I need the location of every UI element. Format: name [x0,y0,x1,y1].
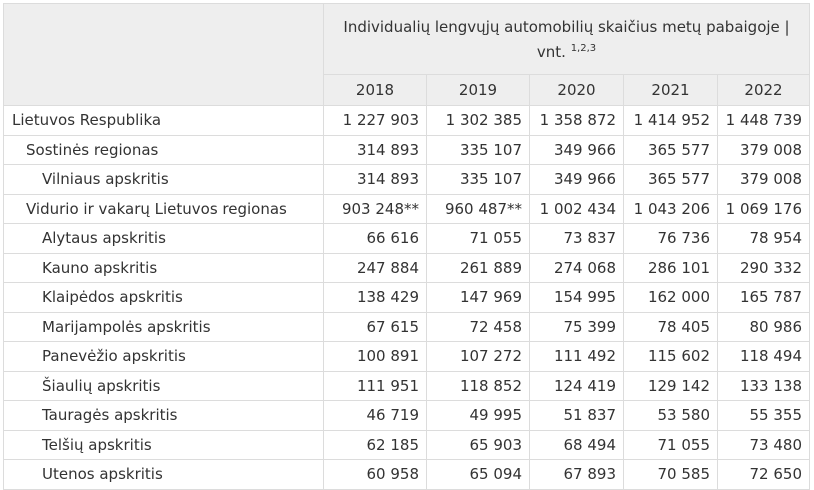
value-cell: 335 107 [427,165,530,195]
row-label: Sostinės regionas [4,135,324,165]
footnote-references[interactable]: 1,2,3 [570,42,597,54]
value-cell: 129 142 [624,371,718,401]
row-label: Kauno apskritis [4,253,324,283]
value-cell: 379 008 [718,165,810,195]
table-row [4,342,810,372]
table-row [4,194,810,224]
value-cell: 124 419 [530,371,624,401]
value-cell: 261 889 [427,253,530,283]
value-cell: 51 837 [530,401,624,431]
value-cell: 67 615 [324,312,427,342]
value-cell: 72 458 [427,312,530,342]
table-row [4,106,810,136]
row-label: Šiaulių apskritis [4,371,324,401]
value-cell: 78 405 [624,312,718,342]
value-cell: 66 616 [324,224,427,254]
value-cell: 76 736 [624,224,718,254]
value-cell: 75 399 [530,312,624,342]
value-cell: 154 995 [530,283,624,313]
row-label: Panevėžio apskritis [4,342,324,372]
year-header-2020: 2020 [530,75,624,106]
value-cell: 960 487** [427,194,530,224]
value-cell: 1 414 952 [624,106,718,136]
table-header [4,4,810,106]
value-cell: 274 068 [530,253,624,283]
value-cell: 80 986 [718,312,810,342]
value-cell: 1 002 434 [530,194,624,224]
table-row [4,165,810,195]
value-cell: 46 719 [324,401,427,431]
value-cell: 1 043 206 [624,194,718,224]
value-cell: 115 602 [624,342,718,372]
table-body [4,106,810,490]
value-cell: 71 055 [624,430,718,460]
statistics-table [3,3,810,490]
year-header-2019: 2019 [427,75,530,106]
row-label: Vidurio ir vakarų Lietuvos regionas [4,194,324,224]
table-row [4,312,810,342]
value-cell: 314 893 [324,165,427,195]
value-cell: 290 332 [718,253,810,283]
row-label: Lietuvos Respublika [4,106,324,136]
header-title-row [4,4,810,75]
value-cell: 53 580 [624,401,718,431]
value-cell: 111 492 [530,342,624,372]
row-label: Telšių apskritis [4,430,324,460]
value-cell: 65 903 [427,430,530,460]
value-cell: 349 966 [530,135,624,165]
indicator-title-header [324,4,810,75]
value-cell: 1 227 903 [324,106,427,136]
row-label: Marijampolės apskritis [4,312,324,342]
value-cell: 335 107 [427,135,530,165]
value-cell: 903 248** [324,194,427,224]
value-cell: 133 138 [718,371,810,401]
value-cell: 72 650 [718,460,810,490]
value-cell: 70 585 [624,460,718,490]
value-cell: 1 302 385 [427,106,530,136]
row-label: Tauragės apskritis [4,401,324,431]
value-cell: 68 494 [530,430,624,460]
value-cell: 138 429 [324,283,427,313]
value-cell: 100 891 [324,342,427,372]
indicator-title: Individualių lengvųjų automobilių skaičius metų pabaigoje | vnt. [343,17,790,61]
value-cell: 60 958 [324,460,427,490]
row-label: Utenos apskritis [4,460,324,490]
value-cell: 55 355 [718,401,810,431]
value-cell: 365 577 [624,165,718,195]
value-cell: 247 884 [324,253,427,283]
value-cell: 67 893 [530,460,624,490]
year-header-2018: 2018 [324,75,427,106]
value-cell: 162 000 [624,283,718,313]
value-cell: 107 272 [427,342,530,372]
value-cell: 73 837 [530,224,624,254]
table-row [4,401,810,431]
value-cell: 111 951 [324,371,427,401]
header-corner-cell [4,4,324,106]
value-cell: 1 448 739 [718,106,810,136]
value-cell: 118 494 [718,342,810,372]
row-label: Klaipėdos apskritis [4,283,324,313]
value-cell: 49 995 [427,401,530,431]
year-header-2021: 2021 [624,75,718,106]
value-cell: 62 185 [324,430,427,460]
value-cell: 73 480 [718,430,810,460]
value-cell: 286 101 [624,253,718,283]
table-row [4,135,810,165]
value-cell: 1 358 872 [530,106,624,136]
row-label: Alytaus apskritis [4,224,324,254]
value-cell: 78 954 [718,224,810,254]
table-row [4,283,810,313]
value-cell: 365 577 [624,135,718,165]
row-label: Vilniaus apskritis [4,165,324,195]
value-cell: 1 069 176 [718,194,810,224]
year-header-2022: 2022 [718,75,810,106]
value-cell: 118 852 [427,371,530,401]
table-row [4,253,810,283]
value-cell: 147 969 [427,283,530,313]
value-cell: 71 055 [427,224,530,254]
value-cell: 65 094 [427,460,530,490]
value-cell: 165 787 [718,283,810,313]
table-row [4,224,810,254]
value-cell: 349 966 [530,165,624,195]
table-row [4,371,810,401]
table-row [4,430,810,460]
value-cell: 379 008 [718,135,810,165]
value-cell: 314 893 [324,135,427,165]
